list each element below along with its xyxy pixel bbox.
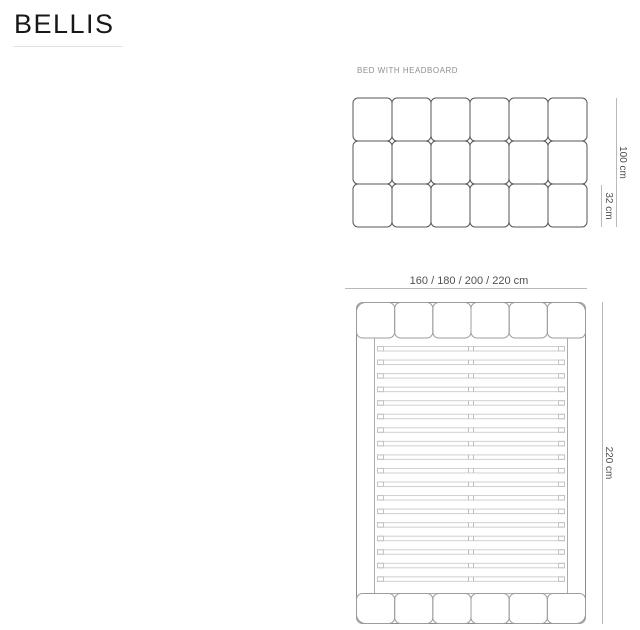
tufted-cell: [431, 184, 470, 227]
slat: [378, 536, 565, 541]
tufted-cell: [548, 98, 587, 141]
dimension-label-headboard-height: 100 cm: [617, 146, 628, 179]
slat: [378, 347, 565, 352]
bed-top-view: [340, 268, 630, 630]
footboard-segment: [547, 594, 585, 624]
slat: [378, 482, 565, 487]
tufted-cell: [548, 184, 587, 227]
brand-logo: BELLIS: [14, 9, 115, 39]
headboard-segment: [357, 303, 395, 339]
tufted-cell: [470, 98, 509, 141]
tufted-cell: [548, 141, 587, 184]
tufted-cell: [509, 98, 548, 141]
tufted-cell: [470, 184, 509, 227]
headboard-segment: [509, 303, 547, 339]
footboard-segment: [395, 594, 433, 624]
tufted-cell: [353, 141, 392, 184]
tufted-cell: [509, 141, 548, 184]
headboard-segment: [547, 303, 585, 339]
dimension-label-bed-width: 160 / 180 / 200 / 220 cm: [409, 275, 529, 287]
tufted-cell: [392, 98, 431, 141]
footboard-segment: [509, 594, 547, 624]
brand-underline: [13, 46, 123, 47]
headboard-segment: [471, 303, 509, 339]
footboard-segment: [471, 594, 509, 624]
headboard-segment: [395, 303, 433, 339]
slat: [378, 563, 565, 568]
slat: [378, 468, 565, 473]
tufted-cell: [392, 141, 431, 184]
footboard-top-segments: [357, 594, 586, 624]
slat: [378, 401, 565, 406]
tufted-cell: [353, 98, 392, 141]
slat: [378, 360, 565, 365]
headboard-segment: [433, 303, 471, 339]
slat: [378, 523, 565, 528]
slat: [378, 441, 565, 446]
tufted-cell: [431, 141, 470, 184]
slat-group: [378, 347, 565, 582]
headboard-top-segments: [357, 303, 586, 339]
headboard-front-view: [350, 95, 640, 235]
headboard-tufted-grid: [353, 98, 587, 227]
slat: [378, 428, 565, 433]
dimension-label-headboard-base: 32 cm: [603, 192, 614, 220]
slat: [378, 374, 565, 379]
footboard-segment: [357, 594, 395, 624]
tufted-cell: [431, 98, 470, 141]
tufted-cell: [470, 141, 509, 184]
slat: [378, 577, 565, 582]
tufted-cell: [353, 184, 392, 227]
slat: [378, 387, 565, 392]
dimension-label-bed-length: 220 cm: [603, 446, 614, 480]
diagram-title: BED WITH HEADBOARD: [357, 66, 459, 75]
slat: [378, 509, 565, 513]
tufted-cell: [392, 184, 431, 227]
slat: [378, 455, 565, 460]
slat: [378, 496, 565, 501]
slat: [378, 414, 565, 419]
slat: [378, 550, 565, 555]
footboard-segment: [433, 594, 471, 624]
tufted-cell: [509, 184, 548, 227]
